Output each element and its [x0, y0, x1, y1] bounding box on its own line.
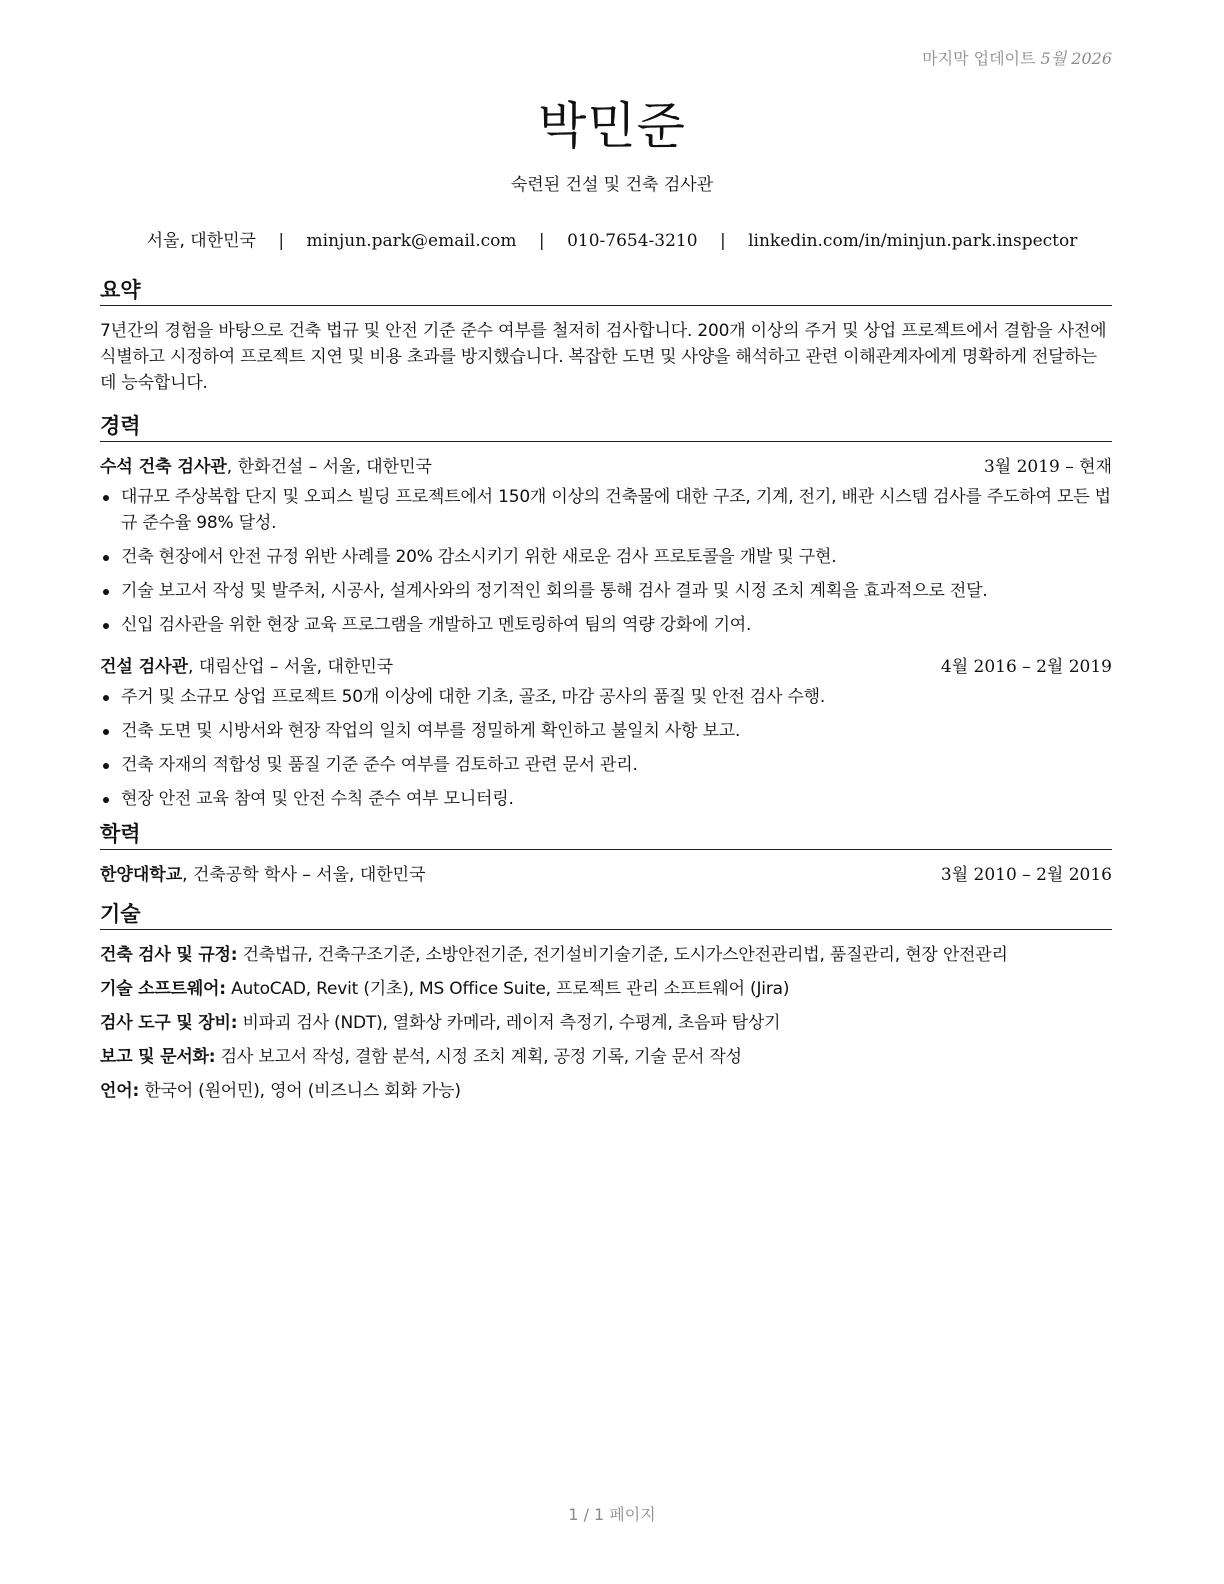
last-updated-month: 5월 [1040, 49, 1067, 68]
job-entry [100, 454, 1112, 638]
job-dates: 3월 2019 – 현재 [983, 457, 1112, 477]
last-updated [922, 46, 1112, 69]
skill-row [100, 942, 1112, 968]
skill-row [100, 1078, 1112, 1104]
job-dates: 4월 2016 – 2월 2019 [940, 657, 1112, 677]
bullet-item: 건축 도면 및 시방서와 현장 작업의 일치 여부를 정밀하게 확인하고 불일치 사항 보고. [100, 718, 1112, 744]
section-title-summary: 요약 [100, 276, 1112, 306]
last-updated-prefix: 마지막 업데이트 [922, 49, 1036, 68]
contact-email[interactable]: minjun.park@email.com [306, 231, 517, 251]
skill-row [100, 1044, 1112, 1070]
job-title: 수석 건축 검사관 [100, 457, 227, 477]
candidate-name: 박민준 [538, 97, 686, 155]
contact-location: 서울, 대한민국 [146, 231, 256, 251]
skill-value: 비파괴 검사 (NDT), 열화상 카메라, 레이저 측정기, 수평계, 초음파 탐상기 [242, 1013, 781, 1033]
bullet-item: 신입 검사관을 위한 현장 교육 프로그램을 개발하고 멘토링하여 팀의 역량 강화에 기여. [100, 612, 1112, 638]
job-header [100, 454, 1112, 480]
skill-label: 검사 도구 및 장비: [100, 1013, 238, 1033]
contact-phone: 010-7654-3210 [567, 231, 698, 251]
skill-value: 한국어 (원어민), 영어 (비즈니스 회화 가능) [144, 1081, 461, 1101]
headline: 숙련된 건설 및 건축 검사관 [510, 175, 714, 195]
skill-value: 건축법규, 건축구조기준, 소방안전기준, 전기설비기술기준, 도시가스안전관리법, 품질관리, 현장 안전관리 [242, 945, 1008, 965]
skill-label: 보고 및 문서화: [100, 1047, 216, 1067]
education-school: 한양대학교 [100, 865, 183, 885]
job-company: , 대림산업 – 서울, 대한민국 [188, 657, 394, 677]
resume-body [100, 276, 1112, 1112]
section-title-education: 학력 [100, 820, 1112, 850]
education-dates: 3월 2010 – 2월 2016 [940, 865, 1112, 885]
skill-row [100, 1010, 1112, 1036]
bullet-item: 건축 현장에서 안전 규정 위반 사례를 20% 감소시키기 위한 새로운 검사 프로토콜을 개발 및 구현. [100, 544, 1112, 570]
job-entry [100, 654, 1112, 812]
education-entry [100, 862, 1112, 888]
contact-separator: | [719, 231, 726, 251]
job-bullets [100, 484, 1112, 638]
skill-label: 기술 소프트웨어: [100, 979, 226, 999]
summary-text: 7년간의 경험을 바탕으로 건축 법규 및 안전 기준 준수 여부를 철저히 검사합니다. 200개 이상의 주거 및 상업 프로젝트에서 결함을 사전에 식별하고 시정하여 프로젝트 지연 및 비용 초과를 방지했습니다. 복잡한 도면 및 사양을 해석하고 관련 이해관계자에게 명확하게 전달하는 데 능숙합니다. [100, 321, 1107, 393]
section-title-skills: 기술 [100, 900, 1112, 930]
contact-line [0, 226, 1224, 251]
skill-row [100, 976, 1112, 1002]
last-updated-year: 2026 [1071, 49, 1112, 68]
contact-linkedin[interactable]: linkedin.com/in/minjun.park.inspector [748, 231, 1078, 251]
bullet-item: 현장 안전 교육 참여 및 안전 수칙 준수 여부 모니터링. [100, 786, 1112, 812]
section-title-experience: 경력 [100, 412, 1112, 442]
skill-label: 건축 검사 및 규정: [100, 945, 238, 965]
skill-value: AutoCAD, Revit (기초), MS Office Suite, 프로젝트 관리 소프트웨어 (Jira) [231, 979, 790, 999]
bullet-item: 주거 및 소규모 상업 프로젝트 50개 이상에 대한 기초, 골조, 마감 공사의 품질 및 안전 검사 수행. [100, 684, 1112, 710]
bullet-item: 대규모 주상복합 단지 및 오피스 빌딩 프로젝트에서 150개 이상의 건축물에 대한 구조, 기계, 전기, 배관 시스템 검사를 주도하여 모든 법규 준수율 98% 달성. [100, 484, 1112, 536]
job-company: , 한화건설 – 서울, 대한민국 [226, 457, 432, 477]
job-bullets [100, 684, 1112, 812]
page-footer: 1 / 1 페이지 [568, 1505, 656, 1524]
education-detail: , 건축공학 학사 – 서울, 대한민국 [182, 865, 426, 885]
contact-separator: | [538, 231, 545, 251]
job-title: 건설 검사관 [100, 657, 189, 677]
skill-label: 언어: [100, 1081, 140, 1101]
bullet-item: 기술 보고서 작성 및 발주처, 시공사, 설계사와의 정기적인 회의를 통해 검사 결과 및 시정 조치 계획을 효과적으로 전달. [100, 578, 1112, 604]
contact-separator: | [278, 231, 285, 251]
job-header [100, 654, 1112, 680]
skill-value: 검사 보고서 작성, 결함 분석, 시정 조치 계획, 공정 기록, 기술 문서 작성 [220, 1047, 742, 1067]
bullet-item: 건축 자재의 적합성 및 품질 기준 준수 여부를 검토하고 관련 문서 관리. [100, 752, 1112, 778]
